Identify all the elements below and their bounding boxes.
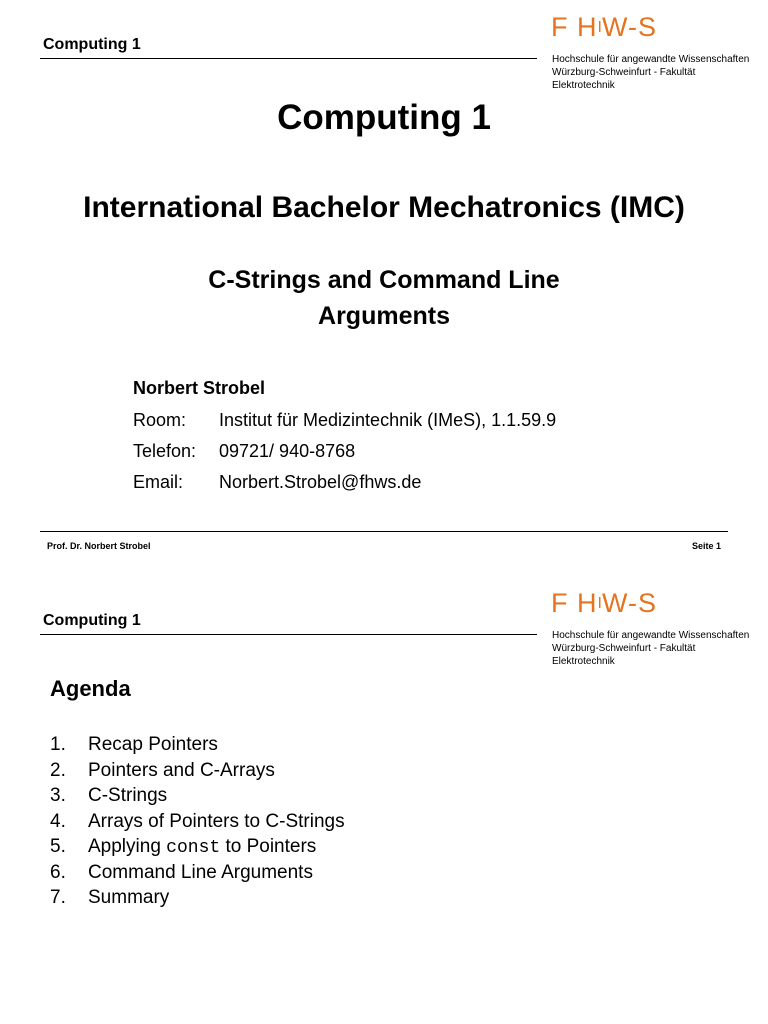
item-text: Pointers and C-Arrays	[88, 759, 275, 781]
footer-author: Prof. Dr. Norbert Strobel	[47, 541, 151, 551]
item-text: to Pointers	[220, 836, 317, 857]
email-row	[133, 472, 421, 493]
item-text: Summary	[88, 887, 170, 908]
logo-text-left: F H	[551, 588, 598, 618]
fhws-logo	[551, 590, 657, 617]
email-label: Email:	[133, 472, 184, 492]
agenda-item	[50, 885, 345, 911]
institution-line: Elektrotechnik	[552, 80, 615, 91]
item-number: 2.	[50, 759, 66, 781]
header-rule	[40, 634, 537, 635]
agenda-item	[50, 809, 345, 835]
institution-line: Elektrotechnik	[552, 656, 615, 667]
item-number: 6.	[50, 861, 66, 883]
fhws-logo	[551, 14, 657, 41]
institution-text	[552, 629, 749, 668]
topic-title	[0, 262, 768, 334]
item-number: 4.	[50, 810, 66, 832]
room-row	[133, 410, 556, 431]
logo-bar: I	[597, 595, 602, 612]
logo-text-right: W-S	[601, 588, 657, 618]
institution-line: Hochschule für angewandte Wissenschaften	[552, 54, 750, 65]
agenda-heading: Agenda	[50, 676, 131, 701]
agenda-item	[50, 732, 345, 758]
footer-rule	[40, 531, 728, 532]
agenda-item	[50, 758, 345, 784]
author-name: Norbert Strobel	[133, 378, 266, 398]
institution-text	[552, 53, 749, 92]
agenda-item	[50, 834, 345, 860]
institution-line: Würzburg-Schweinfurt - Fakultät	[552, 643, 696, 654]
email-value: Norbert.Strobel@fhws.de	[219, 472, 422, 492]
phone-value: 09721/ 940-8768	[219, 441, 356, 461]
logo-bar: I	[597, 19, 602, 36]
slide-title: Computing 1	[277, 98, 491, 137]
item-text: Arrays of Pointers to C-Strings	[88, 810, 345, 832]
item-text: Recap Pointers	[88, 734, 218, 755]
institution-line: Hochschule für angewandte Wissenschaften	[552, 630, 750, 641]
room-label: Room:	[133, 410, 187, 430]
logo-text-right: W-S	[601, 12, 657, 42]
phone-row	[133, 441, 355, 462]
item-text: Applying	[88, 836, 167, 857]
item-number: 3.	[50, 785, 66, 806]
room-value: Institut für Medizintechnik (IMeS), 1.1.59.9	[219, 410, 557, 430]
agenda-item	[50, 860, 345, 886]
item-code-keyword: const	[166, 838, 221, 858]
footer-page-number: Seite 1	[691, 541, 721, 551]
item-number: 1.	[50, 734, 66, 755]
course-label: Computing 1	[43, 612, 141, 629]
topic-line: C-Strings and Command Line	[208, 266, 560, 294]
course-label: Computing 1	[43, 36, 141, 53]
topic-line: Arguments	[318, 302, 450, 330]
item-number: 7.	[50, 887, 66, 908]
agenda-list	[50, 732, 345, 911]
phone-label: Telefon:	[133, 441, 197, 461]
institution-line: Würzburg-Schweinfurt - Fakultät	[552, 67, 696, 78]
item-text: Command Line Arguments	[88, 861, 313, 883]
agenda-item	[50, 783, 345, 809]
logo-text-left: F H	[551, 12, 598, 42]
header-rule	[40, 58, 537, 59]
item-text: C-Strings	[88, 785, 168, 806]
program-title: International Bachelor Mechatronics (IMC)	[83, 191, 685, 224]
item-number: 5.	[50, 836, 66, 857]
